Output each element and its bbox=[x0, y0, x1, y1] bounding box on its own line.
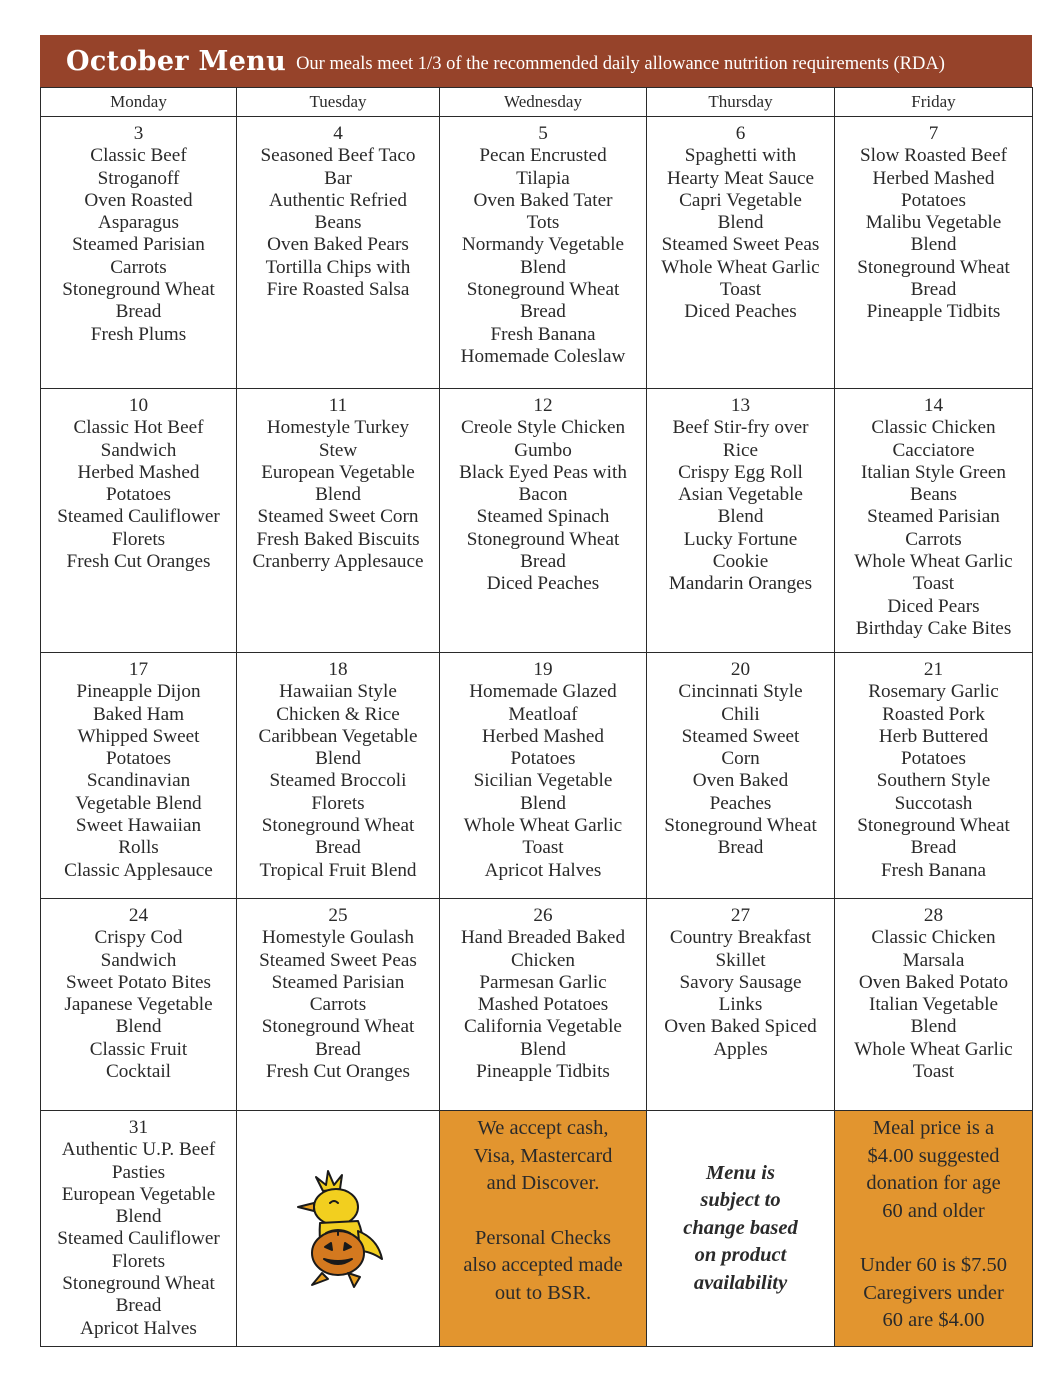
menu-item: Country Breakfast bbox=[669, 927, 812, 949]
meal-price-cell bbox=[835, 1111, 1033, 1347]
day-cell-27 bbox=[647, 899, 835, 1111]
menu-item: Mashed Potatoes bbox=[477, 994, 609, 1016]
menu-item: Stoneground Wheat bbox=[466, 279, 620, 301]
day-cell-14 bbox=[835, 389, 1033, 653]
menu-item: European Vegetable bbox=[61, 1183, 216, 1205]
weekday-header-row bbox=[41, 88, 1033, 117]
day-number: 10 bbox=[128, 395, 149, 416]
menu-item: Whole Wheat Garlic bbox=[463, 815, 623, 837]
menu-item: Stoneground Wheat bbox=[664, 815, 817, 837]
menu-item: Potatoes bbox=[510, 748, 576, 770]
menu-item: Vegetable Blend bbox=[75, 792, 202, 814]
menu-item: Cacciatore bbox=[892, 439, 975, 461]
menu-item: Blend bbox=[717, 212, 764, 234]
menu-item: Carrots bbox=[110, 256, 167, 278]
menu-item: Herb Buttered bbox=[878, 725, 989, 747]
menu-item: Lucky Fortune bbox=[683, 528, 798, 550]
menu-item: subject to bbox=[700, 1189, 781, 1212]
menu-item: Mandarin Oranges bbox=[668, 573, 813, 595]
menu-item: Whipped Sweet bbox=[77, 725, 200, 747]
menu-item: Beans bbox=[314, 212, 362, 234]
menu-item: Toast bbox=[522, 837, 564, 859]
day-cell-13 bbox=[647, 389, 835, 653]
menu-item: Tilapia bbox=[516, 167, 570, 189]
day-number: 24 bbox=[128, 905, 149, 926]
day-cell-21 bbox=[835, 653, 1033, 899]
day-cell-3 bbox=[41, 117, 237, 389]
day-number: 20 bbox=[730, 659, 751, 680]
menu-item: Rolls bbox=[118, 837, 159, 859]
menu-item: Pineapple Tidbits bbox=[476, 1061, 610, 1083]
menu-item: Cranberry Applesauce bbox=[252, 551, 424, 573]
menu-item: Fresh Banana bbox=[881, 859, 986, 881]
menu-item: Classic Chicken bbox=[871, 927, 996, 949]
menu-item: Whole Wheat Garlic bbox=[854, 551, 1013, 573]
day-cell-24 bbox=[41, 899, 237, 1111]
day-number: 21 bbox=[923, 659, 944, 680]
day-cell-6 bbox=[647, 117, 835, 389]
menu-item: Seasoned Beef Taco bbox=[260, 145, 416, 167]
menu-item: Homestyle Turkey bbox=[266, 417, 410, 439]
day-cell-5 bbox=[440, 117, 647, 389]
day-number: 19 bbox=[533, 659, 553, 680]
menu-item: Potatoes bbox=[900, 189, 967, 211]
menu-item: Hearty Meat Sauce bbox=[666, 167, 815, 189]
menu-item: Sicilian Vegetable bbox=[473, 770, 613, 792]
menu-item: Japanese Vegetable bbox=[64, 994, 213, 1016]
menu-item: Florets bbox=[111, 1250, 166, 1272]
menu-item: Toast bbox=[912, 1061, 955, 1083]
menu-item: Apricot Halves bbox=[80, 1317, 197, 1339]
day-cell-11 bbox=[237, 389, 440, 653]
menu-item: Stoneground Wheat bbox=[261, 815, 415, 837]
menu-item: Pineapple Dijon bbox=[76, 681, 201, 703]
menu-item: Oven Baked Potato bbox=[858, 971, 1009, 993]
menu-item: Herbed Mashed bbox=[77, 461, 200, 483]
menu-item: Chicken bbox=[511, 949, 575, 971]
menu-item: Steamed Sweet Corn bbox=[257, 506, 419, 528]
menu-item: Oven Baked Pears bbox=[267, 234, 409, 256]
menu-item: out to BSR. bbox=[494, 1281, 592, 1304]
menu-item: Apples bbox=[713, 1038, 768, 1060]
menu-item: Cincinnati Style bbox=[678, 681, 803, 703]
menu-item: Rosemary Garlic bbox=[868, 681, 999, 703]
menu-item: Toast bbox=[912, 573, 955, 595]
menu-item: Sweet Hawaiian bbox=[75, 815, 202, 837]
menu-item: Bread bbox=[115, 301, 162, 323]
menu-item: Visa, Mastercard bbox=[473, 1144, 613, 1167]
weekday-thursday: Thursday bbox=[647, 88, 835, 117]
menu-item: Bread bbox=[910, 837, 957, 859]
menu-item: Classic Applesauce bbox=[64, 859, 213, 881]
menu-item: Bread bbox=[717, 837, 764, 859]
menu-item: Sandwich bbox=[100, 949, 177, 971]
menu-item: Oven Baked Tater bbox=[473, 189, 613, 211]
menu-item: Stew bbox=[318, 439, 358, 461]
menu-item: Tropical Fruit Blend bbox=[259, 859, 417, 881]
menu-item: Homemade Coleslaw bbox=[460, 345, 626, 367]
menu-item: Roasted Pork bbox=[882, 703, 985, 725]
personal-checks-text bbox=[440, 1225, 646, 1308]
menu-item: Bread bbox=[910, 279, 957, 301]
menu-item: Bread bbox=[520, 551, 566, 573]
menu-item: Oven Roasted bbox=[84, 189, 193, 211]
menu-items bbox=[41, 1139, 236, 1340]
menu-item: Bacon bbox=[518, 484, 568, 506]
menu-item: Bread bbox=[115, 1295, 162, 1317]
menu-item: Classic Chicken bbox=[871, 417, 996, 439]
menu-item: Sweet Potato Bites bbox=[66, 971, 211, 993]
weekday-friday: Friday bbox=[835, 88, 1033, 117]
menu-item: Birthday Cake Bites bbox=[855, 617, 1012, 639]
day-number: 13 bbox=[730, 395, 751, 416]
menu-item: European Vegetable bbox=[261, 461, 415, 483]
menu-item: Corn bbox=[721, 748, 760, 770]
meal-price-text bbox=[835, 1115, 1032, 1225]
menu-item: Diced Pears bbox=[887, 595, 980, 617]
menu-item: Fresh Cut Oranges bbox=[66, 551, 211, 573]
menu-item: Crispy Cod bbox=[94, 927, 183, 949]
menu-item: availability bbox=[693, 1271, 788, 1294]
menu-item: Bar bbox=[324, 167, 352, 189]
day-cell-4 bbox=[237, 117, 440, 389]
menu-item: Under 60 is $7.50 bbox=[860, 1254, 1007, 1276]
menu-item: Classic Hot Beef bbox=[73, 417, 204, 439]
menu-item: change based bbox=[683, 1216, 798, 1239]
menu-item: Malibu Vegetable bbox=[865, 212, 1002, 234]
menu-item: and Discover. bbox=[486, 1172, 600, 1194]
menu-item: Stoneground Wheat bbox=[261, 1016, 415, 1038]
menu-item: Skillet bbox=[715, 949, 766, 971]
day-number: 6 bbox=[735, 123, 746, 144]
menu-item: Bread bbox=[520, 301, 566, 323]
menu-item: Rice bbox=[722, 439, 759, 461]
menu-item: Steamed Sweet bbox=[681, 725, 800, 747]
day-number: 14 bbox=[923, 395, 944, 416]
menu-item: Pecan Encrusted bbox=[479, 145, 607, 167]
menu-item: Diced Peaches bbox=[486, 573, 600, 595]
weekday-wednesday: Wednesday bbox=[440, 88, 647, 117]
menu-item: Caregivers under bbox=[863, 1281, 1004, 1304]
menu-item: Hand Breaded Baked bbox=[460, 927, 626, 949]
menu-item: Bread bbox=[315, 1038, 361, 1060]
day-cell-7 bbox=[835, 117, 1033, 389]
bird-with-pumpkin-icon bbox=[278, 1159, 398, 1299]
day-cell-31 bbox=[41, 1111, 237, 1347]
menu-item: Blend bbox=[910, 1016, 957, 1038]
menu-item: Blend bbox=[520, 1038, 566, 1060]
menu-item: Asian Vegetable bbox=[678, 484, 803, 506]
menu-item: Potatoes bbox=[105, 484, 172, 506]
weekday-monday: Monday bbox=[41, 88, 237, 117]
menu-item: Authentic U.P. Beef bbox=[61, 1139, 216, 1161]
day-cell-10 bbox=[41, 389, 237, 653]
menu-item: Florets bbox=[311, 792, 365, 814]
menu-item: Pineapple Tidbits bbox=[866, 301, 1001, 323]
day-cell-19 bbox=[440, 653, 647, 899]
day-cell-28 bbox=[835, 899, 1033, 1111]
menu-calendar bbox=[40, 87, 1033, 1347]
day-number: 11 bbox=[328, 395, 348, 416]
day-number: 17 bbox=[128, 659, 149, 680]
day-number: 25 bbox=[328, 905, 348, 926]
menu-item: Authentic Refried bbox=[269, 189, 407, 211]
menu-item: Blend bbox=[115, 1016, 162, 1038]
menu-item: Fresh Plums bbox=[90, 323, 187, 345]
menu-item: Oven Baked Spiced bbox=[664, 1016, 817, 1038]
day-cell-18 bbox=[237, 653, 440, 899]
menu-item: Homemade Glazed bbox=[469, 681, 617, 703]
menu-item: Crispy Egg Roll bbox=[678, 461, 803, 483]
menu-item: Homestyle Goulash bbox=[262, 927, 414, 949]
menu-item: Classic Fruit bbox=[89, 1038, 188, 1060]
week-row-3 bbox=[41, 653, 1033, 899]
menu-item: Pasties bbox=[111, 1161, 166, 1183]
menu-item: Blend bbox=[520, 792, 566, 814]
menu-item: Blend bbox=[115, 1206, 162, 1228]
day-cell-12 bbox=[440, 389, 647, 653]
menu-item: California Vegetable bbox=[464, 1016, 622, 1038]
week-row-4 bbox=[41, 899, 1033, 1111]
menu-item: Italian Vegetable bbox=[868, 994, 999, 1016]
menu-item: on product bbox=[694, 1244, 787, 1267]
menu-item: Bread bbox=[315, 837, 361, 859]
menu-item: donation for age bbox=[866, 1172, 1001, 1194]
menu-item: Steamed Broccoli bbox=[269, 770, 407, 792]
menu-item: Potatoes bbox=[105, 748, 172, 770]
menu-item: Steamed Parisian bbox=[271, 971, 405, 993]
menu-item: Apricot Halves bbox=[484, 859, 602, 881]
menu-item: Chicken & Rice bbox=[276, 703, 400, 725]
weekday-tuesday: Tuesday bbox=[237, 88, 440, 117]
menu-item: Caribbean Vegetable bbox=[258, 725, 418, 747]
menu-item: Chili bbox=[721, 703, 760, 725]
menu-item: Whole Wheat Garlic bbox=[661, 256, 820, 278]
menu-item: Blend bbox=[315, 484, 361, 506]
menu-item: Beans bbox=[910, 484, 957, 506]
menu-item: Stoneground Wheat bbox=[857, 256, 1010, 278]
day-number: 3 bbox=[133, 123, 144, 144]
menu-item: Spaghetti with bbox=[684, 145, 797, 167]
illustration-cell bbox=[237, 1111, 440, 1347]
menu-item: Black Eyed Peas with bbox=[459, 461, 627, 483]
day-cell-17 bbox=[41, 653, 237, 899]
menu-item: Hawaiian Style bbox=[279, 681, 397, 703]
week-row-2 bbox=[41, 389, 1033, 653]
day-number: 4 bbox=[333, 123, 343, 144]
menu-item: Herbed Mashed bbox=[481, 725, 604, 747]
menu-item: Stoneground Wheat bbox=[857, 815, 1010, 837]
menu-item: Fire Roasted Salsa bbox=[266, 279, 410, 301]
menu-item: Marsala bbox=[902, 949, 965, 971]
menu-item: Meatloaf bbox=[508, 703, 578, 725]
menu-item: Succotash bbox=[894, 792, 973, 814]
menu-item: Creole Style Chicken bbox=[460, 417, 626, 439]
menu-item: $4.00 suggested bbox=[867, 1144, 1000, 1167]
menu-item: Carrots bbox=[309, 994, 367, 1016]
day-number: 5 bbox=[538, 123, 548, 144]
menu-item: Tots bbox=[526, 212, 560, 234]
menu-item: 60 are $4.00 bbox=[882, 1309, 985, 1331]
menu-item: Southern Style bbox=[876, 770, 991, 792]
menu-item: Scandinavian bbox=[86, 770, 191, 792]
menu-item: Peaches bbox=[709, 792, 772, 814]
payment-info-cell bbox=[440, 1111, 647, 1347]
menu-change-notice bbox=[647, 1111, 835, 1347]
menu-item: Cocktail bbox=[105, 1061, 171, 1083]
menu-item: Fresh Cut Oranges bbox=[266, 1061, 410, 1083]
menu-item: Normandy Vegetable bbox=[461, 234, 625, 256]
menu-item: Carrots bbox=[905, 528, 962, 550]
menu-item: Parmesan Garlic bbox=[479, 971, 607, 993]
menu-item: Fresh Baked Biscuits bbox=[256, 528, 420, 550]
menu-item: Slow Roasted Beef bbox=[859, 145, 1008, 167]
menu-header bbox=[40, 35, 1032, 87]
menu-item: Steamed Sweet Peas bbox=[661, 234, 820, 256]
day-number: 28 bbox=[923, 905, 944, 926]
menu-item: Tortilla Chips with bbox=[265, 256, 411, 278]
menu-item: Classic Beef bbox=[90, 145, 187, 167]
menu-item: Steamed Parisian bbox=[72, 234, 205, 256]
day-number: 31 bbox=[128, 1117, 149, 1138]
menu-item: Beef Stir-fry over bbox=[672, 417, 809, 439]
menu-item: Links bbox=[718, 994, 763, 1016]
menu-item: Potatoes bbox=[900, 748, 967, 770]
day-number: 26 bbox=[533, 905, 553, 926]
menu-item: Blend bbox=[520, 256, 566, 278]
menu-item: Blend bbox=[910, 234, 957, 256]
menu-item: Stoneground Wheat bbox=[466, 528, 620, 550]
day-number: 27 bbox=[730, 905, 751, 926]
menu-item: Menu is bbox=[706, 1161, 775, 1184]
menu-item: Oven Baked bbox=[692, 770, 789, 792]
menu-item: Capri Vegetable bbox=[679, 189, 802, 211]
menu-item: Steamed Spinach bbox=[476, 506, 610, 528]
menu-item: Gumbo bbox=[514, 439, 572, 461]
menu-subtitle: Our meals meet 1/3 of the recommended daily allowance nutrition requirements (RDA) bbox=[296, 53, 945, 74]
menu-item: 60 and older bbox=[882, 1199, 985, 1222]
day-cell-25 bbox=[237, 899, 440, 1111]
menu-item: Herbed Mashed bbox=[872, 167, 995, 189]
menu-item: Baked Ham bbox=[92, 703, 185, 725]
menu-item: Sandwich bbox=[100, 439, 177, 461]
day-cell-20 bbox=[647, 653, 835, 899]
menu-item: Whole Wheat Garlic bbox=[854, 1038, 1013, 1060]
payment-methods-text bbox=[440, 1115, 646, 1198]
menu-item: Blend bbox=[315, 748, 361, 770]
menu-item: Savory Sausage bbox=[679, 971, 802, 993]
menu-item: Meal price is a bbox=[872, 1117, 995, 1139]
menu-item: Steamed Sweet Peas bbox=[259, 949, 417, 971]
day-cell-26 bbox=[440, 899, 647, 1111]
menu-item: Florets bbox=[111, 528, 166, 550]
week-row-5 bbox=[41, 1111, 1033, 1347]
day-number: 7 bbox=[928, 123, 939, 144]
day-number: 12 bbox=[533, 395, 553, 416]
menu-item: Personal Checks bbox=[474, 1226, 612, 1249]
under-60-price-text bbox=[835, 1252, 1032, 1335]
menu-item: Stoneground Wheat bbox=[62, 1273, 215, 1295]
menu-item: Stoneground Wheat bbox=[62, 279, 215, 301]
menu-item: Blend bbox=[717, 506, 764, 528]
menu-title: October Menu bbox=[66, 45, 287, 77]
menu-item: Toast bbox=[719, 279, 762, 301]
menu-item: Stroganoff bbox=[97, 167, 180, 189]
menu-item: Fresh Banana bbox=[490, 323, 596, 345]
week-row-1 bbox=[41, 117, 1033, 389]
day-number: 18 bbox=[328, 659, 348, 680]
menu-item: Italian Style Green bbox=[861, 461, 1006, 483]
menu-item: Steamed Parisian bbox=[867, 506, 1000, 528]
menu-item: Steamed Cauliflower bbox=[57, 1228, 220, 1250]
menu-item: We accept cash, bbox=[477, 1117, 609, 1139]
menu-item: Steamed Cauliflower bbox=[57, 506, 220, 528]
menu-item: Cookie bbox=[712, 551, 769, 573]
menu-item: Diced Peaches bbox=[684, 301, 797, 323]
menu-item: Asparagus bbox=[98, 212, 179, 234]
menu-item: also accepted made bbox=[463, 1254, 623, 1276]
